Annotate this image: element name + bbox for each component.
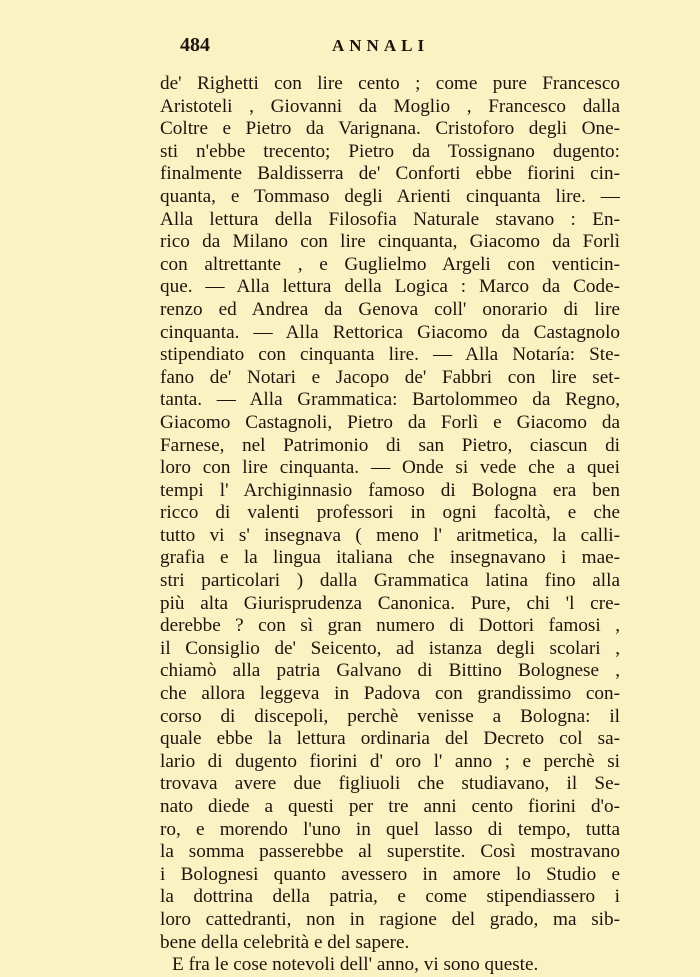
text-line: derebbe ? con sì gran numero di Dottori famosi , (160, 615, 620, 637)
text-line: nato diede a questi per tre anni cento fiorini d'o- (160, 796, 620, 817)
text-line: finalmente Baldisserra de' Conforti ebbe fiorini cin- (160, 163, 620, 185)
paragraph-start-line: E fra le cose notevoli dell' anno, vi sono queste. (172, 954, 539, 976)
text-line: bene della celebrità e del sapere. (160, 931, 410, 953)
text-line: ricco di valenti professori in ogni facoltà, e che (160, 502, 620, 524)
text-line: trovava avere due figliuoli che studiavano, il Se- (160, 773, 620, 795)
text-line: Giacomo Castagnoli, Pietro da Forlì e Giacomo da (160, 411, 620, 433)
text-line: Alla lettura della Filosofia Naturale stavano : En- (160, 208, 620, 230)
text-line: tempi l' Archiginnasio famoso di Bologna era ben (160, 479, 620, 501)
text-line: tanta. — Alla Grammatica: Bartolommeo da Regno, (160, 389, 620, 411)
text-line: Coltre e Pietro da Varignana. Cristoforo degli One- (160, 118, 620, 140)
text-line: loro cattedranti, non in ragione del grado, ma sib- (160, 908, 620, 930)
text-line: la somma passerebbe al superstite. Così mostravano (160, 841, 620, 863)
text-line: più alta Giurisprudenza Canonica. Pure, chi 'l cre- (160, 592, 620, 614)
text-line: renzo ed Andrea da Genova coll' onorario di lire (160, 298, 620, 320)
text-line: ro, e morendo l'uno in quel lasso di tempo, tutta (160, 818, 620, 840)
text-line: que. — Alla lettura della Logica : Marco da Code- (160, 276, 620, 298)
text-line: grafia e la lingua italiana che insegnavano i mae- (160, 547, 620, 569)
text-line: quale ebbe la lettura ordinaria del Decreto col sa- (160, 728, 620, 750)
text-line: Aristoteli , Giovanni da Moglio , Francesco dalla (160, 95, 620, 117)
text-line: chiamò alla patria Galvano di Bittino Bolognese , (160, 660, 620, 682)
text-line: de' Righetti con lire cento ; come pure Francesco (160, 73, 620, 94)
text-line: la dottrina della patria, e come stipendiassero i (160, 886, 620, 908)
text-line: stri particolari ) dalla Grammatica latina fino alla (160, 570, 620, 592)
text-line: rico da Milano con lire cinquanta, Giacomo da Forlì (160, 231, 620, 253)
text-line: fano de' Notari e Jacopo de' Fabbri con lire set- (160, 366, 620, 388)
text-line: corso di discepoli, perchè venisse a Bologna: il (160, 705, 620, 727)
text-line: stipendiato con cinquanta lire. — Alla Notaría: Ste- (160, 344, 620, 366)
text-line: lario di dugento fiorini d' oro l' anno ; e perchè si (160, 750, 620, 772)
page-header (180, 34, 620, 62)
text-line: loro con lire cinquanta. — Onde si vede che a quei (160, 457, 620, 479)
text-line: con altrettante , e Guglielmo Argeli con venticin- (160, 253, 620, 275)
text-line: il Consiglio de' Seicento, ad istanza degli scolari , (160, 637, 620, 659)
text-line: Farnese, nel Patrimonio di san Pietro, ciascun di (160, 434, 620, 456)
text-line: tutto vi s' insegnava ( meno l' aritmetica, la calli- (160, 524, 620, 546)
text-line: cinquanta. — Alla Rettorica Giacomo da Castagnolo (160, 321, 620, 343)
body-text (160, 73, 620, 977)
text-line: sti n'ebbe trecento; Pietro da Tossignano dugento: (160, 140, 620, 162)
text-line: che allora leggeva in Padova con grandissimo con- (160, 683, 620, 705)
text-line: quanta, e Tommaso degli Arienti cinquanta lire. — (160, 185, 620, 207)
text-line: i Bolognesi quanto avessero in amore lo Studio e (160, 863, 620, 885)
page-number: 484 (180, 34, 210, 56)
running-head: ANNALI (332, 36, 430, 55)
